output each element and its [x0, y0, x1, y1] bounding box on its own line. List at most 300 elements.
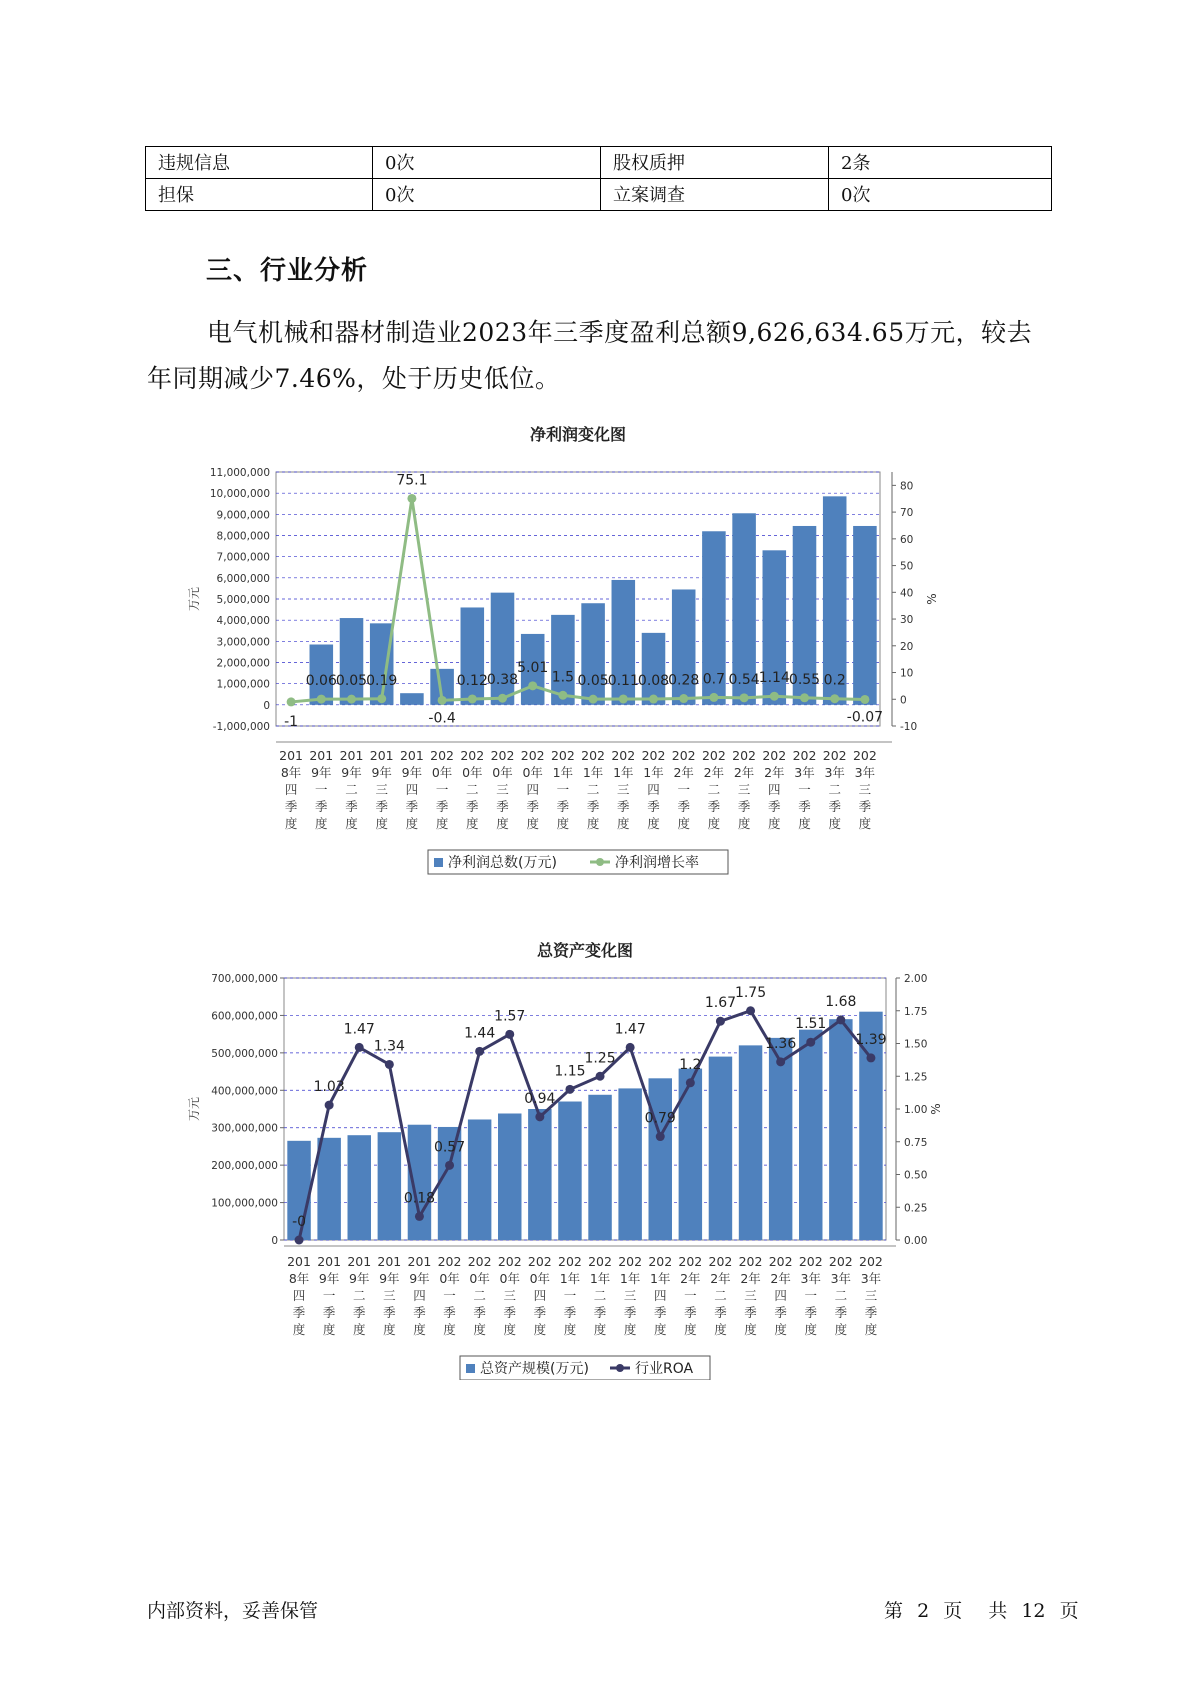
- line-point: [800, 693, 809, 702]
- line-point: [770, 692, 779, 701]
- x-tick-line: 季: [473, 1305, 486, 1320]
- x-tick-line: 季: [653, 1305, 667, 1320]
- x-tick-line: 202: [648, 1254, 673, 1269]
- data-label: 1.36: [765, 1035, 797, 1052]
- x-tick-line: 202: [738, 1254, 763, 1269]
- line-point: [866, 1053, 875, 1062]
- legend-line-marker: [616, 1364, 624, 1372]
- x-tick-line: 季: [804, 1305, 818, 1320]
- y2-tick-label: 0.25: [904, 1202, 928, 1215]
- data-label: 1.44: [464, 1025, 496, 1042]
- x-tick-line: 度: [292, 1322, 306, 1337]
- x-tick-line: 季: [563, 1305, 577, 1320]
- x-tick-line: 度: [284, 816, 298, 831]
- x-tick-line: 度: [714, 1322, 727, 1337]
- line-point: [679, 694, 688, 703]
- bar: [829, 1019, 852, 1240]
- data-label: -1: [284, 713, 299, 730]
- bar: [317, 1138, 340, 1240]
- line-point: [528, 681, 537, 690]
- y-tick-label: 8,000,000: [216, 530, 270, 543]
- table-cell: 担保: [146, 179, 373, 211]
- x-tick-label: [611, 748, 635, 831]
- bar: [348, 1135, 371, 1240]
- x-tick-line: 四: [653, 1288, 667, 1303]
- x-tick-line: 201: [407, 1254, 432, 1269]
- bar: [588, 1095, 611, 1240]
- page-suffix: 页: [943, 1600, 963, 1622]
- x-tick-line: 度: [707, 816, 721, 831]
- x-tick-line: 一: [315, 782, 328, 797]
- y-tick-label: 9,000,000: [216, 509, 270, 522]
- x-tick-line: 季: [435, 799, 449, 814]
- x-tick-line: 季: [503, 1305, 517, 1320]
- analysis-paragraph: 电气机械和器材制造业2023年三季度盈利总额9,626,634.65万元，较去年同期减少7.46%，处于历史低位。: [147, 318, 1033, 393]
- x-tick-line: 二: [714, 1288, 727, 1303]
- line-point: [686, 1078, 695, 1087]
- x-tick-line: 0年: [492, 765, 513, 780]
- table-cell: 0次: [373, 147, 601, 179]
- x-tick-label: [739, 1254, 763, 1337]
- x-tick-line: 季: [864, 1305, 878, 1320]
- x-tick-line: 三: [737, 782, 751, 797]
- table-row: [146, 147, 1052, 179]
- x-tick-line: 202: [467, 1254, 492, 1269]
- x-tick-line: 202: [641, 748, 666, 763]
- x-tick-label: [438, 1254, 462, 1337]
- x-tick-line: 四: [774, 1288, 787, 1303]
- x-tick-line: 0年: [462, 765, 483, 780]
- line-point: [287, 697, 296, 706]
- table-cell: 0次: [829, 179, 1052, 211]
- x-tick-line: 202: [768, 1254, 793, 1269]
- line-point: [776, 1057, 785, 1066]
- x-tick-line: 1年: [619, 1271, 641, 1286]
- y-tick-label: 0: [263, 699, 270, 712]
- x-tick-label: [762, 748, 786, 831]
- x-tick-label: [370, 748, 394, 831]
- y2-tick-label: 80: [900, 480, 914, 493]
- x-tick-line: 四: [292, 1288, 306, 1303]
- x-tick-line: 三: [375, 782, 388, 797]
- x-tick-line: 度: [774, 1322, 787, 1337]
- x-tick-line: 度: [345, 816, 358, 831]
- x-tick-line: 1年: [589, 1271, 611, 1286]
- x-tick-line: 度: [322, 1322, 336, 1337]
- x-tick-line: 度: [798, 816, 811, 831]
- x-tick-line: 季: [413, 1305, 426, 1320]
- x-tick-label: [793, 748, 817, 831]
- line-point: [295, 1236, 304, 1245]
- table-cell: 立案调查: [601, 179, 829, 211]
- x-tick-line: 一: [435, 782, 449, 797]
- line-point: [626, 1043, 635, 1052]
- bar: [679, 1069, 702, 1240]
- x-tick-line: 202: [618, 1254, 643, 1269]
- line-point: [746, 1006, 755, 1015]
- y2-tick-label: 0: [900, 694, 907, 707]
- y-tick-label: 200,000,000: [211, 1160, 278, 1173]
- line-point: [656, 1132, 665, 1141]
- x-tick-label: [829, 1254, 853, 1337]
- page-total: 12: [1021, 1600, 1046, 1622]
- x-tick-line: 四: [405, 782, 419, 797]
- y-tick-label: 1,000,000: [216, 678, 270, 691]
- x-tick-label: [678, 1254, 702, 1337]
- bar: [799, 1030, 822, 1240]
- x-tick-line: 季: [352, 1305, 366, 1320]
- x-tick-line: 季: [647, 799, 660, 814]
- x-tick-line: 度: [413, 1322, 426, 1337]
- x-tick-label: [799, 1254, 823, 1337]
- x-tick-line: 202: [798, 1254, 823, 1269]
- y-tick-label: 400,000,000: [211, 1085, 278, 1098]
- x-tick-line: 3年: [860, 1271, 882, 1286]
- total-prefix: 共: [988, 1600, 1008, 1622]
- data-label: 0.12: [456, 672, 488, 689]
- x-tick-line: 度: [593, 1322, 607, 1337]
- line-point: [596, 1072, 605, 1081]
- x-tick-line: 四: [284, 782, 298, 797]
- x-tick-line: 三: [864, 1288, 878, 1303]
- x-tick-line: 季: [466, 799, 479, 814]
- page-current: 2: [917, 1600, 930, 1622]
- bar: [581, 603, 605, 705]
- chart-title: 净利润变化图: [529, 425, 627, 444]
- bar: [340, 618, 364, 705]
- x-tick-label: [309, 748, 333, 831]
- x-tick-line: 度: [834, 1322, 848, 1337]
- x-tick-line: 季: [322, 1305, 336, 1320]
- line-point: [355, 1043, 364, 1052]
- x-tick-line: 8年: [280, 765, 302, 780]
- bar: [649, 1078, 672, 1240]
- y2-tick-label: 1.50: [904, 1038, 928, 1051]
- bar: [528, 1109, 551, 1240]
- x-tick-line: 2年: [740, 1271, 761, 1286]
- x-tick-line: 度: [556, 816, 570, 831]
- line-point: [860, 695, 869, 704]
- x-tick-line: 3年: [854, 765, 876, 780]
- x-tick-line: 202: [822, 748, 847, 763]
- x-tick-line: 0年: [431, 765, 453, 780]
- line-point: [649, 695, 658, 704]
- x-tick-line: 季: [284, 799, 298, 814]
- y2-axis-title: %: [929, 1103, 943, 1115]
- x-tick-line: 三: [623, 1288, 637, 1303]
- x-tick-line: 季: [315, 799, 328, 814]
- y-tick-label: 700,000,000: [211, 973, 278, 985]
- x-tick-line: 8年: [288, 1271, 310, 1286]
- legend-line-label: 行业ROA: [635, 1361, 694, 1377]
- data-label: 1.39: [855, 1031, 887, 1048]
- x-tick-line: 四: [413, 1288, 426, 1303]
- net-profit-chart: [180, 420, 960, 880]
- x-tick-line: 度: [496, 816, 509, 831]
- x-tick-line: 三: [744, 1288, 757, 1303]
- x-tick-line: 2年: [770, 1271, 791, 1286]
- x-tick-line: 度: [315, 816, 328, 831]
- x-tick-line: 季: [496, 799, 509, 814]
- data-label: 0.11: [607, 672, 639, 689]
- x-tick-label: [618, 1254, 642, 1337]
- x-tick-line: 一: [677, 782, 690, 797]
- x-tick-label: [400, 748, 424, 831]
- x-tick-line: 9年: [311, 765, 332, 780]
- chart-title: 总资产变化图: [536, 941, 634, 960]
- x-tick-line: 三: [858, 782, 872, 797]
- y-tick-label: 5,000,000: [216, 594, 270, 606]
- x-tick-line: 季: [556, 799, 570, 814]
- x-tick-line: 季: [617, 799, 630, 814]
- legend-line-marker: [596, 858, 604, 866]
- bar: [769, 1038, 792, 1240]
- x-tick-line: 201: [369, 748, 394, 763]
- y2-axis-title: %: [925, 593, 939, 605]
- data-label: 0.08: [637, 673, 670, 690]
- y2-tick-label: 1.25: [904, 1071, 928, 1084]
- x-tick-line: 度: [684, 1322, 697, 1337]
- x-tick-line: 3年: [794, 765, 815, 780]
- x-tick-line: 202: [550, 748, 575, 763]
- x-tick-line: 季: [714, 1305, 727, 1320]
- x-tick-line: 度: [526, 816, 539, 831]
- data-label: 0.05: [335, 673, 368, 690]
- x-tick-label: [521, 748, 545, 831]
- x-tick-line: 季: [526, 799, 539, 814]
- table-cell: 0次: [373, 179, 601, 211]
- x-tick-line: 1年: [552, 765, 574, 780]
- table-row: [146, 179, 1052, 211]
- x-tick-line: 202: [460, 748, 485, 763]
- x-tick-line: 9年: [409, 1271, 430, 1286]
- y2-tick-label: 70: [900, 507, 914, 520]
- bar: [618, 1088, 641, 1240]
- x-tick-line: 9年: [318, 1271, 340, 1286]
- y-axis-title: 万元: [187, 586, 201, 612]
- data-label: 1.75: [734, 984, 767, 1001]
- bar: [498, 1113, 521, 1240]
- x-tick-line: 度: [473, 1322, 486, 1337]
- x-tick-line: 度: [466, 816, 479, 831]
- data-label: 0.57: [433, 1139, 466, 1156]
- legend-bar-swatch: [434, 858, 443, 867]
- page-prefix: 第: [884, 1600, 904, 1622]
- x-tick-line: 四: [533, 1288, 547, 1303]
- x-tick-label: [709, 1254, 733, 1337]
- data-label: 75.1: [396, 472, 428, 489]
- data-label: 1.47: [343, 1021, 375, 1038]
- bar: [461, 607, 485, 704]
- y2-tick-label: 0.75: [904, 1136, 928, 1149]
- data-label: 0.06: [305, 673, 337, 690]
- y-tick-label: 3,000,000: [216, 636, 270, 649]
- x-tick-line: 9年: [379, 1271, 400, 1286]
- x-tick-label: [642, 748, 666, 831]
- x-tick-line: 202: [762, 748, 787, 763]
- bar: [642, 633, 666, 705]
- bar: [468, 1119, 491, 1240]
- line-point: [438, 696, 447, 705]
- line-point: [558, 691, 567, 700]
- x-tick-line: 202: [558, 1254, 582, 1269]
- y-tick-label: 300,000,000: [211, 1122, 278, 1135]
- line-point: [415, 1212, 424, 1221]
- x-tick-label: [377, 1254, 401, 1337]
- x-tick-line: 9年: [349, 1271, 370, 1286]
- x-tick-line: 9年: [401, 765, 423, 780]
- x-tick-line: 1年: [559, 1271, 581, 1286]
- data-label: 0.38: [486, 672, 519, 689]
- data-label: -0.07: [846, 709, 884, 726]
- data-label: 0.28: [668, 672, 700, 689]
- x-tick-line: 202: [701, 748, 726, 763]
- x-tick-line: 二: [834, 1288, 848, 1303]
- data-label: 0.05: [577, 673, 609, 690]
- data-label: 0.54: [728, 671, 760, 688]
- x-tick-line: 201: [377, 1254, 402, 1269]
- x-tick-label: [491, 748, 515, 831]
- legend-bar-swatch: [466, 1364, 475, 1373]
- data-label: 0.7: [702, 671, 726, 688]
- x-tick-line: 季: [707, 799, 721, 814]
- footer-confidential: 内部资料，妥善保管: [147, 1600, 319, 1622]
- x-tick-line: 202: [792, 748, 817, 763]
- x-tick-label: [823, 748, 847, 831]
- line-point: [468, 694, 477, 703]
- x-tick-line: 度: [352, 1322, 366, 1337]
- data-label: 1.47: [614, 1021, 646, 1038]
- y2-tick-label: 30: [900, 614, 914, 627]
- line-point: [505, 1030, 514, 1039]
- x-tick-line: 四: [647, 782, 660, 797]
- data-label: 1.51: [795, 1016, 827, 1033]
- x-tick-line: 一: [684, 1288, 697, 1303]
- x-tick-label: [279, 748, 303, 831]
- x-tick-line: 一: [798, 782, 811, 797]
- x-tick-line: 0年: [499, 1271, 520, 1286]
- table-cell: 2条: [829, 147, 1052, 179]
- y2-tick-label: 1.00: [904, 1104, 928, 1116]
- table-cell: 违规信息: [146, 147, 373, 179]
- y-tick-label: -1,000,000: [212, 721, 270, 733]
- y2-tick-label: 50: [900, 560, 914, 573]
- x-tick-line: 季: [774, 1305, 787, 1320]
- x-tick-line: 三: [496, 782, 509, 797]
- x-tick-line: 202: [828, 1254, 853, 1269]
- x-tick-line: 度: [828, 816, 841, 831]
- bar: [400, 693, 424, 705]
- section-heading: 三、行业分析: [206, 256, 369, 286]
- line-point: [589, 695, 598, 704]
- data-label: 1.5: [551, 669, 575, 686]
- x-tick-line: 度: [503, 1322, 517, 1337]
- data-label: 0.19: [366, 672, 398, 689]
- x-tick-line: 度: [383, 1322, 396, 1337]
- line-point: [445, 1161, 454, 1170]
- line-point: [347, 695, 356, 704]
- x-tick-line: 0年: [469, 1271, 490, 1286]
- y-tick-label: 2,000,000: [216, 657, 270, 670]
- x-tick-label: [588, 1254, 612, 1337]
- x-tick-line: 3年: [824, 765, 845, 780]
- x-tick-line: 二: [345, 782, 358, 797]
- data-label: 0.94: [524, 1090, 556, 1107]
- y2-tick-label: 0.00: [904, 1235, 928, 1247]
- x-tick-label: [430, 748, 454, 831]
- y2-tick-label: 2.00: [904, 973, 928, 985]
- x-tick-line: 度: [768, 816, 781, 831]
- y2-tick-label: 20: [900, 640, 914, 653]
- total-assets-chart: [180, 918, 960, 1380]
- x-tick-line: 202: [520, 748, 545, 763]
- line-point: [317, 695, 326, 704]
- x-tick-line: 1年: [650, 1271, 671, 1286]
- x-tick-label: [732, 748, 756, 831]
- x-tick-line: 一: [443, 1288, 456, 1303]
- x-tick-line: 202: [671, 748, 696, 763]
- table-cell: 股权质押: [601, 147, 829, 179]
- x-tick-label: [551, 748, 575, 831]
- x-tick-line: 季: [623, 1305, 637, 1320]
- x-tick-label: [317, 1254, 341, 1337]
- x-tick-line: 202: [732, 748, 757, 763]
- x-tick-line: 202: [588, 1254, 612, 1269]
- line-point: [407, 494, 416, 503]
- x-tick-line: 季: [828, 799, 841, 814]
- x-tick-label: [648, 1254, 672, 1337]
- x-tick-line: 3年: [830, 1271, 852, 1286]
- x-tick-line: 1年: [643, 765, 664, 780]
- x-tick-line: 度: [744, 1322, 757, 1337]
- y-tick-label: 100,000,000: [211, 1197, 278, 1210]
- x-tick-line: 二: [466, 782, 479, 797]
- x-tick-line: 0年: [529, 1271, 551, 1286]
- x-tick-label: [408, 1254, 432, 1337]
- x-tick-label: [498, 1254, 522, 1337]
- x-tick-line: 201: [347, 1254, 372, 1269]
- x-tick-line: 四: [526, 782, 539, 797]
- line-point: [475, 1047, 484, 1056]
- line-point: [385, 1060, 394, 1069]
- y2-tick-label: 10: [900, 667, 914, 680]
- x-tick-label: [558, 1254, 582, 1337]
- data-label: -0.4: [428, 710, 456, 727]
- x-tick-line: 度: [653, 1322, 667, 1337]
- x-tick-line: 季: [383, 1305, 396, 1320]
- y-tick-label: 600,000,000: [211, 1010, 278, 1023]
- x-tick-line: 一: [556, 782, 570, 797]
- x-tick-line: 三: [383, 1288, 396, 1303]
- x-tick-label: [460, 748, 484, 831]
- x-tick-line: 二: [593, 1288, 607, 1303]
- x-tick-line: 三: [503, 1288, 517, 1303]
- x-tick-label: [528, 1254, 552, 1337]
- x-tick-line: 202: [490, 748, 515, 763]
- x-tick-label: [468, 1254, 492, 1337]
- x-tick-line: 202: [497, 1254, 522, 1269]
- legend-line-label: 净利润增长率: [615, 855, 699, 871]
- x-tick-line: 一: [322, 1288, 336, 1303]
- x-tick-line: 度: [858, 816, 872, 831]
- x-tick-line: 201: [317, 1254, 342, 1269]
- line-point: [325, 1101, 334, 1110]
- x-tick-line: 季: [798, 799, 811, 814]
- x-tick-line: 2年: [673, 765, 694, 780]
- data-label: 0.79: [644, 1110, 676, 1127]
- x-tick-line: 季: [292, 1305, 306, 1320]
- x-tick-label: [340, 748, 364, 831]
